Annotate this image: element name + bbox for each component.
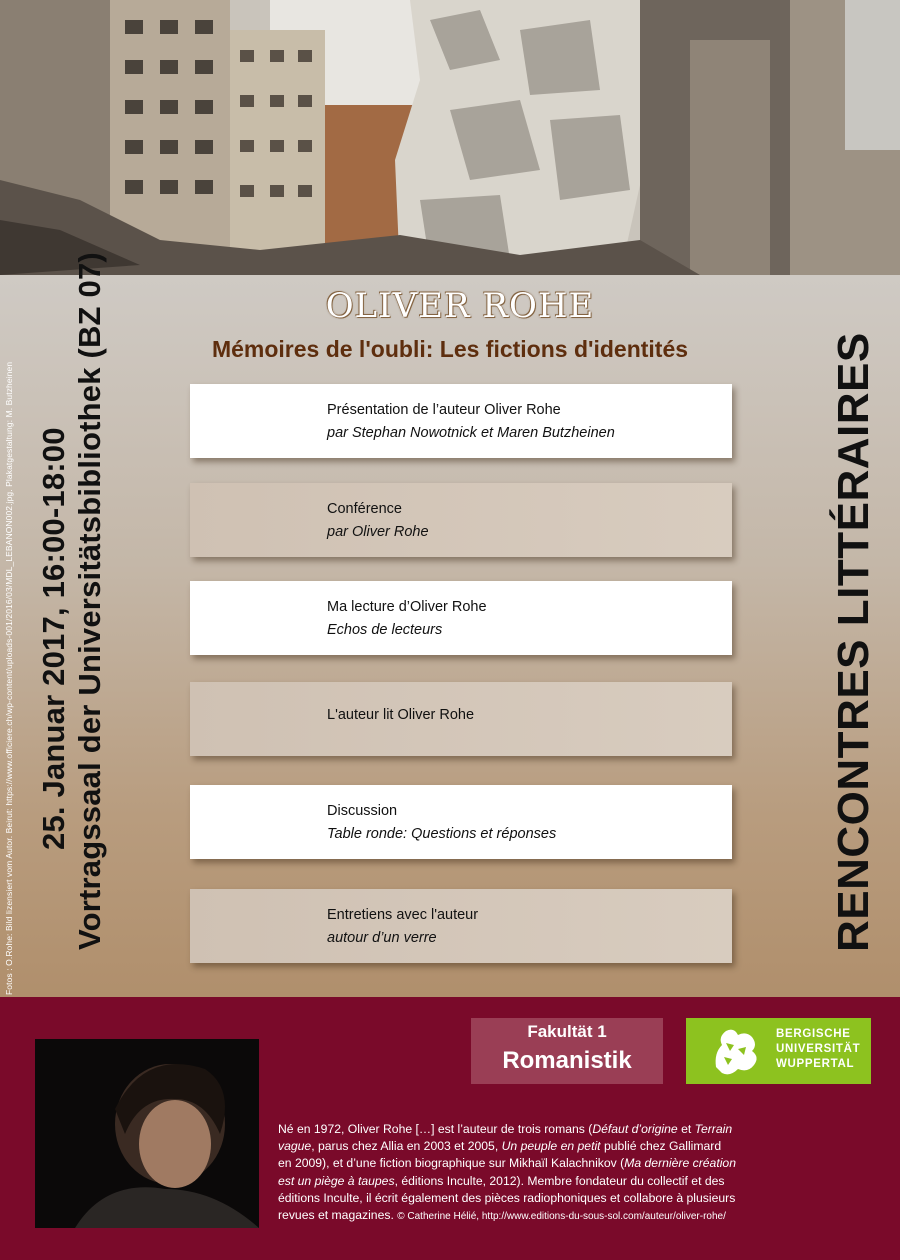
photo-credit: Fotos : O.Rohe: Bild lizensiert vom Autor. Beirut: https://www.officiere.ch/wp-content/uploads-001/2016/03/MDL_LEBANON002.jpg. Plakatgestaltung: M. Butzheinen xyxy=(4,361,14,995)
bio-text: et xyxy=(677,1122,695,1136)
series-title: RENCONTRES LITTÉRAIRES xyxy=(829,332,878,952)
university-line-2: UNIVERSITÄT xyxy=(776,1043,861,1055)
program-item-detail: par Oliver Rohe xyxy=(327,524,429,540)
event-venue: Vortragssaal der Universitätsbibliothek (BZ 07) xyxy=(72,252,107,950)
portrait-illustration xyxy=(35,1039,259,1228)
header-photo xyxy=(0,0,900,275)
program-item-title: Discussion xyxy=(327,803,398,819)
program-item-detail: autour d’un verre xyxy=(327,930,437,946)
university-line-3: WUPPERTAL xyxy=(776,1058,855,1070)
faculty-box xyxy=(471,1018,663,1084)
department-name: Romanistik xyxy=(502,1047,632,1074)
university-logo xyxy=(686,1018,871,1084)
bio-book-title: Ma dernière création est un piège à taupes xyxy=(278,1156,736,1188)
author-name: OLIVER ROHE xyxy=(325,286,595,326)
event-date: 25. Januar 2017, 16:00-18:00 xyxy=(36,427,71,850)
bio-book-title: Terrain vague xyxy=(278,1122,733,1154)
program-item xyxy=(190,483,732,557)
bio-text: , éditions Inculte, 2012). Membre fondateur du collectif et des éditions Inculte, il écrit également des pièces radiophoniques et collabore à plusieurs revues et magazines. xyxy=(278,1173,736,1223)
program-item-detail: par Stephan Nowotnick et Maren Butzheinen xyxy=(327,425,615,441)
bio-text: publié chez Gallimard en 2009), et d’une fiction biographique sur Mikhaïl Kalachnikov ( xyxy=(278,1139,722,1171)
bio-book-title: Un peuple en petit xyxy=(501,1139,601,1154)
program-item-detail: Echos de lecteurs xyxy=(327,622,443,638)
program-item-title: Présentation de l’auteur Oliver Rohe xyxy=(327,402,561,418)
program-item-title: Entretiens avec l'auteur xyxy=(327,907,479,923)
lion-emblem-icon xyxy=(708,1023,764,1079)
ruins-illustration xyxy=(0,0,900,275)
program-item xyxy=(190,785,732,859)
program-item xyxy=(190,384,732,458)
author-portrait xyxy=(35,1039,259,1228)
faculty-name: Fakultät 1 xyxy=(527,1022,607,1041)
program-item xyxy=(190,581,732,655)
program-item-title: Ma lecture d’Oliver Rohe xyxy=(327,599,487,615)
author-bio xyxy=(278,1121,738,1225)
program-item-title: L'auteur lit Oliver Rohe xyxy=(327,707,475,723)
bio-book-title: Défaut d’origine xyxy=(592,1122,678,1136)
program-item-detail: Table ronde: Questions et réponses xyxy=(327,826,557,842)
program-item xyxy=(190,889,732,963)
bio-text: Né en 1972, Oliver Rohe […] est l’auteur de trois romans ( xyxy=(278,1122,593,1136)
bio-source: © Catherine Hélié, http://www.editions-du-sous-sol.com/auteur/oliver-rohe/ xyxy=(397,1211,726,1223)
program-item xyxy=(190,682,732,756)
event-subtitle: Mémoires de l'oubli: Les fictions d'identités xyxy=(211,336,689,362)
university-line-1: BERGISCHE xyxy=(776,1028,851,1040)
bio-text: , parus chez Allia en 2003 et 2005, xyxy=(311,1139,502,1154)
program-item-title: Conférence xyxy=(327,501,402,517)
